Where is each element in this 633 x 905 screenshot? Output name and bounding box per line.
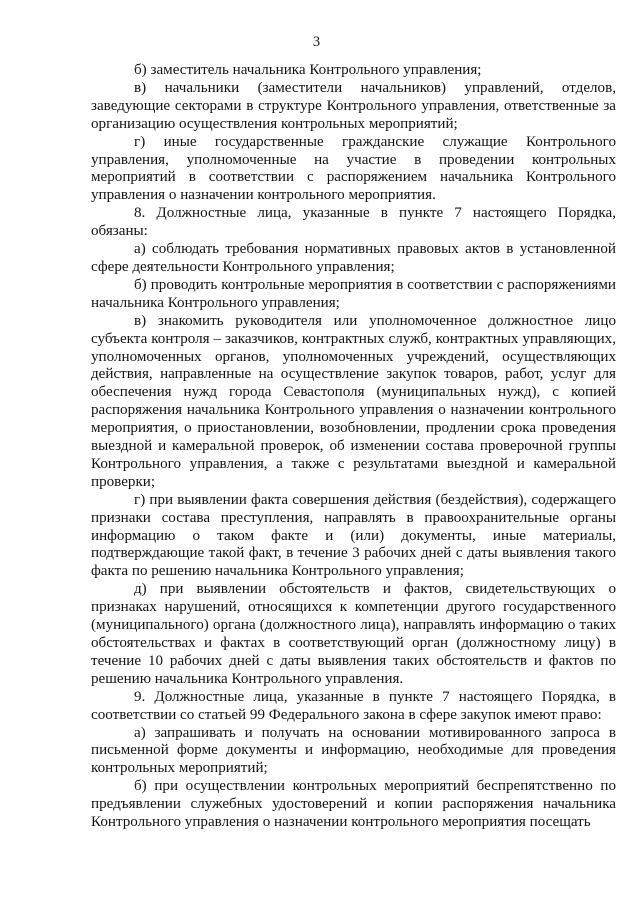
paragraph-9b: б) при осуществлении контрольных мероприятий беспрепятственно по предъявлении служебных удостоверений и копии распоряжения начальника Контрольного управления о назначении контрольного мероприятия посещать	[91, 778, 616, 831]
paragraph-8g: г) при выявлении факта совершения действия (бездействия), содержащего признаки состава преступления, направлять в правоохранительные органы информацию о таком факте и (или) документы, иные материалы, подтверждающие такой факт, в течение 3 рабочих дней с даты выявления такого факта по решению начальника Контрольного управления;	[91, 491, 616, 580]
paragraph-7v: в) начальники (заместители начальников) управлений, отделов, заведующие секторами в структуре Контрольного управления, ответственные за организацию осуществления контрольных мероприятий;	[91, 79, 616, 132]
paragraph-7b: б) заместитель начальника Контрольного управления;	[134, 62, 482, 78]
paragraph-7g: г) иные государственные гражданские служащие Контрольного управления, уполномоченные на участие в проведении контрольных мероприятий в соответствии с распоряжением начальника Контрольного управления о назначении контрольного мероприятия.	[91, 133, 616, 204]
page-number: 3	[312, 34, 321, 50]
paragraph-8b: б) проводить контрольные мероприятия в соответствии с распоряжениями начальника Контрольного управления;	[91, 276, 616, 311]
document-body	[91, 62, 616, 832]
paragraph-8v: в) знакомить руководителя или уполномоченное должностное лицо субъекта контроля – заказчиков, контрактных служб, контрактных управляющих, уполномоченных органов, уполномоченных учреждений, осуществляющих действия, направленные на осуществление закупок товаров, работ, услуг для обеспечения нужд города Севастополя (муниципальных нужд), с копией распоряжения начальника Контрольного управления о назначении контрольного мероприятия, о приостановлении, возобновлении, продлении срока проведения выездной и камеральной проверок, об изменении состава проверочной группы Контрольного управления, а также с результатами выездной и камеральной проверки;	[91, 312, 616, 490]
paragraph-8a: а) соблюдать требования нормативных правовых актов в установленной сфере деятельности Контрольного управления;	[91, 241, 616, 275]
paragraph-8d: д) при выявлении обстоятельств и фактов, свидетельствующих о признаках нарушений, относящихся к компетенции другого государственного (муниципального) органа (должностного лица), направлять информацию о таких обстоятельствах и фактах в соответствующий орган (должностному лицу) в течение 10 рабочих дней с даты выявления таких обстоятельств и фактов по решению начальника Контрольного управления.	[91, 581, 616, 687]
paragraph-9-heading: 9. Должностные лица, указанные в пункте 7 настоящего Порядка, в соответствии со статьей 99 Федерального закона в сфере закупок имеют право:	[91, 688, 616, 723]
paragraph-8-heading: 8. Должностные лица, указанные в пункте 7 настоящего Порядка, обязаны:	[91, 205, 616, 240]
paragraph-9a: а) запрашивать и получать на основании мотивированного запроса в письменной форме документы и информацию, необходимые для проведения контрольных мероприятий;	[91, 724, 616, 777]
